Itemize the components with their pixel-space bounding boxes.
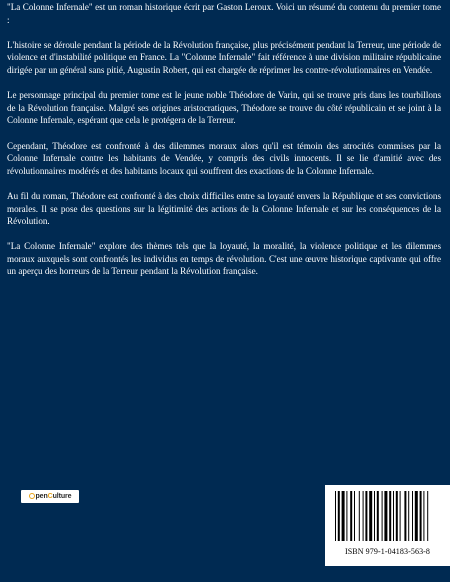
summary-paragraph-6: "La Colonne Infernale" explore des thèmes tels que la loyauté, la moralité, la violence politique et les dilemmes moraux auxquels sont confrontés les individus en temps de révolution. C'est une œuvre historique captivante qui offre un aperçu des horreurs de la Terreur pendant la Révolution française. <box>7 241 441 277</box>
publisher-logo-text: penCulture <box>29 493 72 500</box>
logo-ring-icon <box>29 493 35 499</box>
summary-paragraph-2: L'histoire se déroule pendant la période de la Révolution française, plus précisément pendant la Terreur, une période de violence et d'instabilité politique en France. La "Colonne Infernale" fait référence à une division militaire républicaine dirigée par un général sans pitié, Augustin Robert, qui est chargée de réprimer les contre-révolutionnaires en Vendée. <box>7 39 441 75</box>
barcode-icon <box>333 491 441 541</box>
barcode-area <box>325 485 450 566</box>
summary-paragraph-5: Au fil du roman, Théodore est confronté à des choix difficiles entre sa loyauté envers la République et ses convictions morales. Il se pose des questions sur la légitimité des actions de la Colonne Infernale et sur les conséquences de la Révolution. <box>7 190 441 227</box>
summary-text <box>7 1 441 291</box>
isbn-label: ISBN 979-1-04183-563-8 <box>344 547 431 556</box>
summary-paragraph-1: "La Colonne Infernale" est un roman historique écrit par Gaston Leroux. Voici un résumé du contenu du premier tome : <box>7 2 441 25</box>
summary-paragraph-4: Cependant, Théodore est confronté à des dilemmes moraux alors qu'il est témoin des atrocités commises par la Colonne Infernale contre les habitants de Vendée, y compris des civils innocents. Il se lie d'amitié avec des révolutionnaires modérés et des habitants locaux qui souffrent des exactions de la Colonne Infernale. <box>7 140 441 176</box>
summary-paragraph-3: Le personnage principal du premier tome est le jeune noble Théodore de Varin, qui se trouve pris dans les tourbillons de la Révolution française. Malgré ses origines aristocratiques, Théodore se trouve du côté républicain et se joint à la Colonne Infernale, espérant que cela le protégera de la Terreur. <box>7 90 441 126</box>
publisher-logo <box>21 490 79 503</box>
